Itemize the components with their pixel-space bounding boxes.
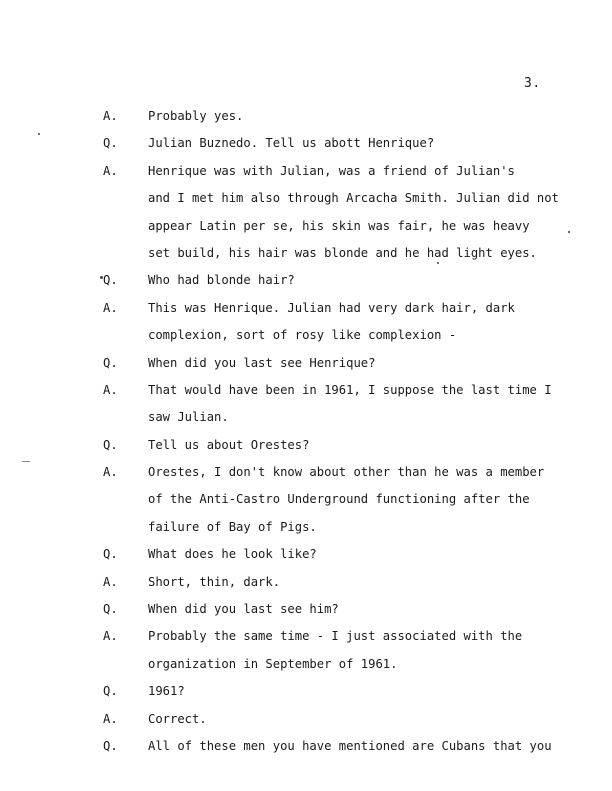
transcript-line <box>0 295 612 322</box>
line-text: Probably the same time - I just associated with the <box>148 629 523 644</box>
transcript-line <box>0 240 612 267</box>
transcript-line <box>0 706 612 733</box>
transcript-line <box>0 158 612 185</box>
transcript-line <box>0 267 612 294</box>
line-text: 1961? <box>148 684 185 699</box>
speaker-label: A. <box>103 629 118 644</box>
transcript-line <box>0 623 612 650</box>
line-text: This was Henrique. Julian had very dark hair, dark <box>148 300 515 315</box>
line-text: failure of Bay of Pigs. <box>148 519 317 534</box>
transcript-body <box>0 103 612 760</box>
line-text: Tell us about Orestes? <box>148 437 310 452</box>
line-text: complexion, sort of rosy like complexion - <box>148 328 457 343</box>
speaker-label: Q. <box>103 684 118 699</box>
line-text: What does he look like? <box>148 547 317 562</box>
transcript-line <box>0 322 612 349</box>
line-text: organization in September of 1961. <box>148 656 398 671</box>
scan-speck <box>100 276 103 279</box>
scan-speck <box>38 133 40 135</box>
line-text: Orestes, I don't know about other than he was a member <box>148 465 545 480</box>
transcript-line <box>0 486 612 513</box>
transcript-line <box>0 651 612 678</box>
transcript-line <box>0 569 612 596</box>
line-text: Julian Buznedo. Tell us abott Henrique? <box>148 136 435 151</box>
line-text: That would have been in 1961, I suppose the last time I <box>148 382 552 397</box>
transcript-line <box>0 213 612 240</box>
transcript-line <box>0 541 612 568</box>
speaker-label: Q. <box>103 355 118 370</box>
transcript-line <box>0 432 612 459</box>
line-text: When did you last see him? <box>148 602 339 617</box>
page-number: 3. <box>524 76 541 91</box>
transcript-line <box>0 130 612 157</box>
line-text: appear Latin per se, his skin was fair, he was heavy <box>148 218 530 233</box>
speaker-label: Q. <box>103 437 118 452</box>
line-text: of the Anti-Castro Underground functioning after the <box>148 492 530 507</box>
speaker-label: A. <box>103 711 118 726</box>
speaker-label: A. <box>103 382 118 397</box>
speaker-label: Q. <box>103 136 118 151</box>
line-text: Probably yes. <box>148 109 244 123</box>
speaker-label: A. <box>103 574 118 589</box>
transcript-line <box>0 596 612 623</box>
line-text: saw Julian. <box>148 410 229 425</box>
speaker-label: A. <box>103 109 118 123</box>
transcript-line <box>0 514 612 541</box>
line-text: and I met him also through Arcacha Smith. Julian did not <box>148 191 559 206</box>
line-text: Henrique was with Julian, was a friend of Julian's <box>148 163 515 178</box>
speaker-label: Q. <box>103 602 118 617</box>
transcript-line <box>0 185 612 212</box>
transcript-line <box>0 459 612 486</box>
speaker-label: Q. <box>103 738 118 753</box>
speaker-label: Q. <box>103 547 118 562</box>
transcript-line <box>0 377 612 404</box>
speaker-label: A. <box>103 163 118 178</box>
line-text: All of these men you have mentioned are Cubans that you <box>148 738 552 753</box>
line-text: Correct. <box>148 711 207 726</box>
transcript-line <box>0 350 612 377</box>
scan-mark <box>22 461 30 462</box>
line-text: Who had blonde hair? <box>148 273 295 288</box>
speaker-label: A. <box>103 465 118 480</box>
transcript-line <box>0 678 612 705</box>
transcript-line <box>0 733 612 760</box>
line-text: set build, his hair was blonde and he had light eyes. <box>148 245 537 260</box>
transcript-line <box>0 103 612 130</box>
line-text: When did you last see Henrique? <box>148 355 376 370</box>
scan-speck <box>437 262 439 264</box>
scan-speck <box>568 231 570 233</box>
speaker-label: A. <box>103 300 118 315</box>
speaker-label: Q. <box>103 273 118 288</box>
transcript-line <box>0 404 612 431</box>
line-text: Short, thin, dark. <box>148 574 281 589</box>
